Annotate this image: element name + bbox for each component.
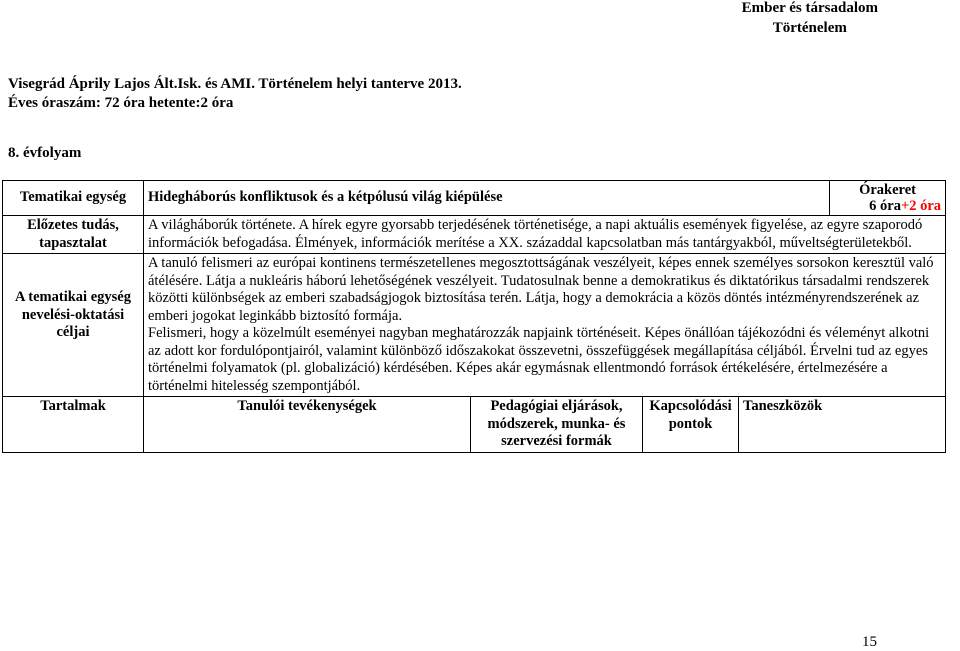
topic-title: Hidegháborús konfliktusok és a kétpólusú világ kiépülése	[144, 181, 830, 216]
column-header-tools: Taneszközök	[739, 397, 946, 453]
goals-label: A tematikai egység nevelési-oktatási céljai	[3, 254, 144, 397]
school-curriculum-line: Visegrád Áprily Lajos Ált.Isk. és AMI. Történelem helyi tanterve 2013.	[8, 76, 462, 92]
prior-knowledge-label: Előzetes tudás, tapasztalat	[3, 216, 144, 254]
prior-knowledge-text: A világháborúk története. A hírek egyre gyorsabb terjedésének történetisége, a napi aktuális események figyelése, az egyre szaporodó információk befogadása. Élmények, információk merítése a XX. századdal kapcsolatban más tantárgyakból, műveltségterületekből.	[144, 216, 946, 254]
topic-label: Tematikai egység	[3, 181, 144, 216]
column-header-contents: Tartalmak	[3, 397, 144, 453]
column-headers-row	[3, 397, 946, 453]
column-header-connections: Kapcsolódási pontok	[643, 397, 739, 453]
annual-hours-line: Éves óraszám: 72 óra hetente:2 óra	[8, 95, 234, 111]
page-number: 15	[862, 634, 877, 650]
hours-cell	[830, 181, 946, 216]
topic-row	[3, 181, 946, 216]
document-header	[742, 0, 878, 38]
prior-knowledge-row	[3, 216, 946, 254]
column-header-methods: Pedagógiai eljárások, módszerek, munka- és szervezési formák	[471, 397, 643, 453]
hours-extra: +2 óra	[900, 198, 942, 214]
grade-title: 8. évfolyam	[8, 145, 82, 161]
header-subject: Történelem	[772, 20, 847, 36]
goals-text: A tanuló felismeri az európai kontinens természetellenes megosztottságának veszélyeit, képes ennek személyes sorsokon keresztül való átélésére. Látja a nukleáris háború lehetőségének veszélyeit. Tudatosulnak benne a demokratikus és diktatórikus társadalmi rendszerek közötti különbségek az emberi szabadságjogok biztosítása terén. Látja, hogy a demokrácia a közös döntés intézményrendszerének az emberi jogokat leginkább biztosító formája. Felismeri, hogy a közelmúlt eseményei nagyban meghatározzák napjaink történéseit. Képes önállóan tájékozódni és véleményt alkotni az adott kor fordulópontjairól, valamint különböző időszakokat összevetni, összefüggések megállapítása céljából. Érvelni tud az egyes történelmi folyamatok (pl. globalizáció) kérdésében. Képes akár egymásnak ellentmondó források értékelésére, értelmezésére a történelmi hitelesség szempontjából.	[144, 254, 946, 397]
column-header-activities: Tanulói tevékenységek	[144, 397, 471, 453]
hours-label: Órakeret	[859, 182, 916, 198]
header-subject-area: Ember és társadalom	[741, 0, 878, 16]
goals-row	[3, 254, 946, 397]
hours-base: 6 óra	[869, 198, 901, 214]
hours-value	[834, 198, 941, 214]
curriculum-table	[2, 180, 946, 453]
